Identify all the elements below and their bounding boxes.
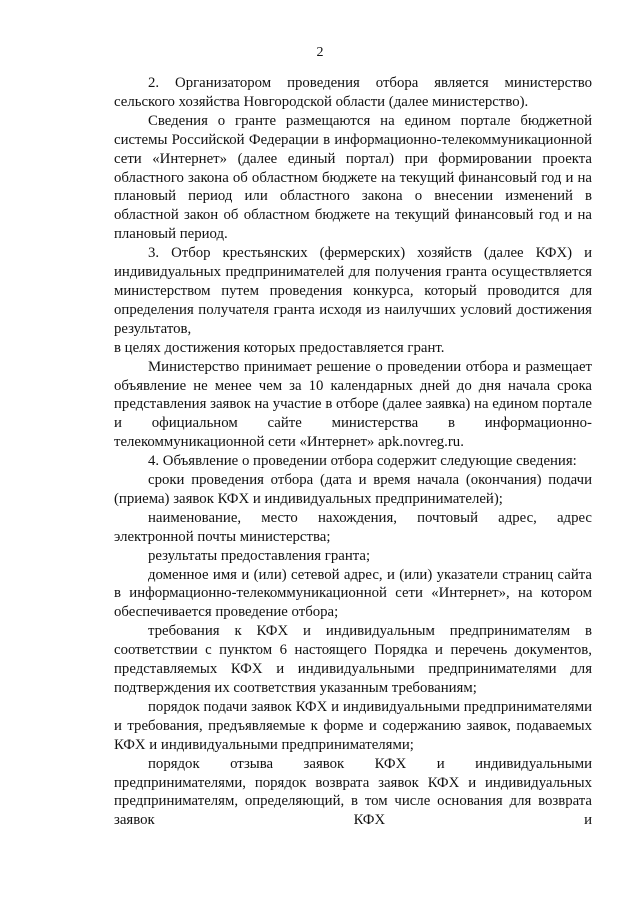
page-number: 2 <box>316 45 324 60</box>
paragraph-grant-info: Сведения о гранте размещаются на едином портале бюджетной системы Российской Федерации в информационно-телекоммуникационной сети «Интернет» (далее единый портал) при формировании проекта областного закона об областном бюджете на текущий финансовый год и на плановый период или областного закона о внесении изменений в областной закон об областном бюджете на текущий финансовый год и на плановый период. <box>114 112 592 243</box>
list-item-requirements: требования к КФХ и индивидуальным предпринимателям в соответствии с пунктом 6 настоящего Порядка и перечень документов, представляемых КФХ и индивидуальными предпринимателями для подтверждения их соответствия указанным требованиям; <box>114 623 592 696</box>
paragraph-selection-method: 3. Отбор крестьянских (фермерских) хозяйств (далее КФХ) и индивидуальных предпринимателей для получения гранта осуществляется министерством путем проведения конкурса, который проводится для определения получателя гранта исходя из наилучших условий достижения результатов, <box>114 245 592 337</box>
list-item-withdrawal-procedure: порядок отзыва заявок КФХ и индивидуальными предпринимателями, порядок возврата заявок КФХ и индивидуальных предпринимателям, определяющий, в том числе основания для возврата заявок КФХ и <box>114 755 592 829</box>
list-item-website: доменное имя и (или) сетевой адрес, и (или) указатели страниц сайта в информационно-телекоммуникационной сети «Интернет», на котором обеспечивается проведение отбора; <box>114 566 592 621</box>
paragraph-announcement-contents: 4. Объявление о проведении отбора содержит следующие сведения: <box>148 453 577 470</box>
list-item-ministry-address: наименование, место нахождения, почтовый адрес, адрес электронной почты министерства; <box>114 509 592 545</box>
paragraph-organizer: 2. Организатором проведения отбора является министерство сельского хозяйства Новгородской области (далее министерство). <box>114 75 592 110</box>
paragraph-announcement-decision: Министерство принимает решение о проведении отбора и размещает объявление не менее чем за 10 календарных дней до дня начала срока представления заявок на участие в отборе (далее заявка) на едином портале и официальном сайте министерства в информационно-телекоммуникационной сети «Интернет» apk.novreg.ru. <box>114 358 592 451</box>
list-item-deadlines: сроки проведения отбора (дата и время начала (окончания) подачи (приема) заявок КФХ и индивидуальных предпринимателей); <box>114 472 592 507</box>
list-item-grant-results: результаты предоставления гранта; <box>148 547 371 564</box>
list-item-application-procedure: порядок подачи заявок КФХ и индивидуальными предпринимателями и требования, предъявляемые к форме и содержанию заявок, подаваемых КФХ и индивидуальными предпринимателями; <box>114 698 592 753</box>
paragraph-selection-purpose: в целях достижения которых предоставляется грант. <box>114 339 445 356</box>
document-body <box>114 74 592 830</box>
